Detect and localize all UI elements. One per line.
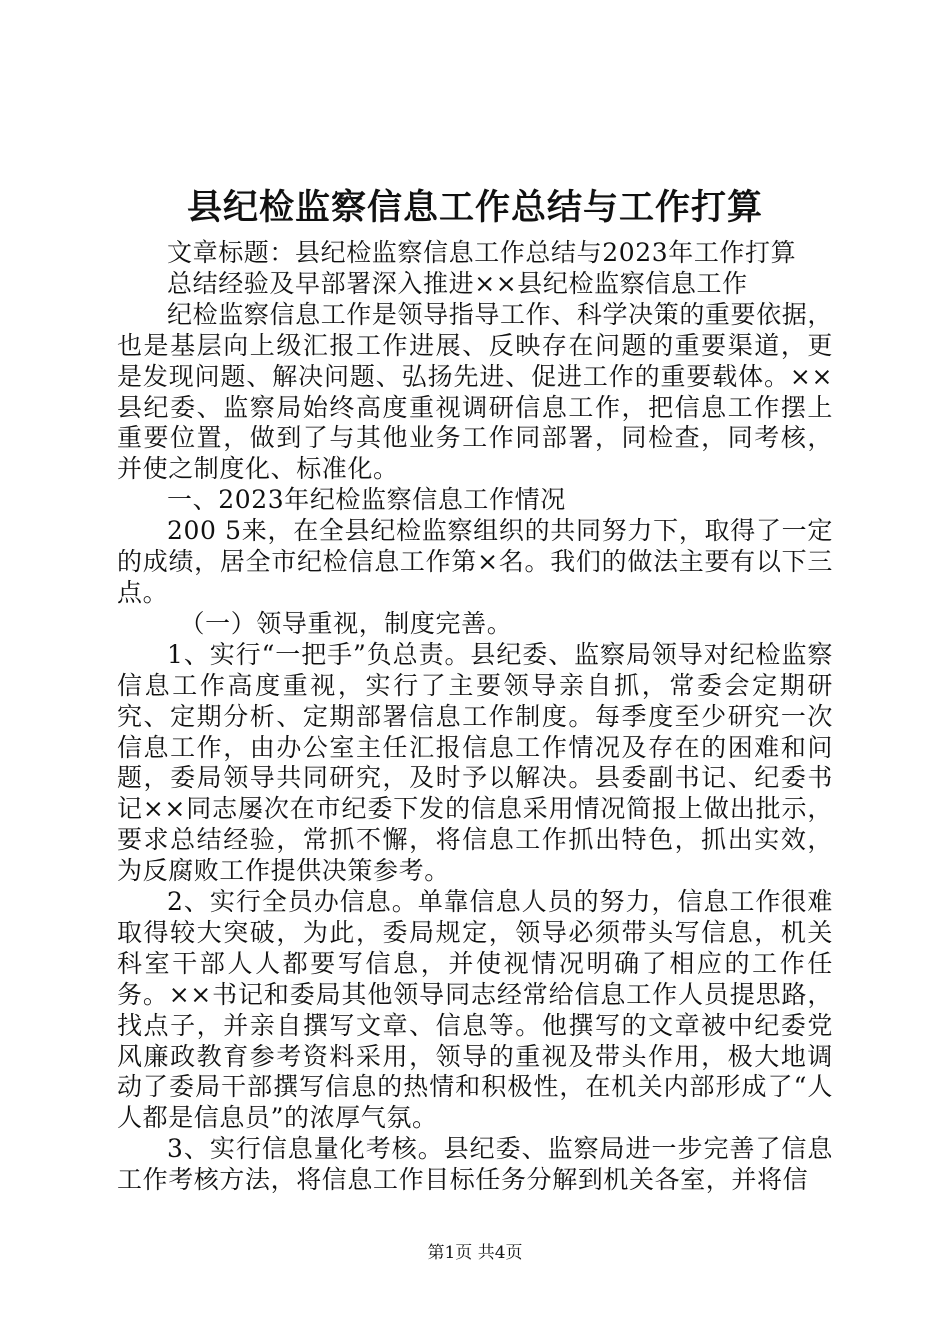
intro-paragraph: 纪检监察信息工作是领导指导工作、科学决策的重要依据，也是基层向上级汇报工作进展、反映存在问题的重要渠道，更是发现问题、解决问题、弘扬先进、促进工作的重要载体。××县纪委、监察局始终高度重视调研信息工作，把信息工作摆上重要位置，做到了与其他业务工作同部署，同检查，同考核，并使之制度化、标准化。 bbox=[117, 299, 833, 484]
item-3-paragraph: 3、实行信息量化考核。县纪委、监察局进一步完善了信息工作考核方法，将信息工作目标任务分解到机关各室，并将信 bbox=[117, 1134, 833, 1195]
document-title: 县纪检监察信息工作总结与工作打算 bbox=[186, 187, 763, 228]
section-heading-1: 一、2023年纪检监察信息工作情况 bbox=[167, 485, 566, 515]
subsection-heading-1: （一）领导重视，制度完善。 bbox=[179, 608, 513, 638]
article-title-line: 文章标题：县纪检监察信息工作总结与2023年工作打算 bbox=[167, 238, 797, 267]
section-1-intro-paragraph: 200 5来，在全县纪检监察组织的共同努力下，取得了一定的成绩，居全市纪检信息工作第×名。我们的做法主要有以下三点。 bbox=[117, 516, 833, 607]
item-1-paragraph: 1、实行“一把手”负总责。县纪委、监察局领导对纪检监察信息工作高度重视，实行了主要领导亲自抓，常委会定期研究、定期分析、定期部署信息工作制度。每季度至少研究一次信息工作，由办公室主任汇报信息工作情况及存在的困难和问题，委局领导共同研究，及时予以解决。县委副书记、纪委书记××同志屡次在市纪委下发的信息采用情况简报上做出批示，要求总结经验，常抓不懈，将信息工作抓出特色，抓出实效，为反腐败工作提供决策参考。 bbox=[117, 639, 833, 886]
subtitle-line: 总结经验及早部署深入推进××县纪检监察信息工作 bbox=[167, 268, 748, 298]
page-footer: 第1页 共4页 bbox=[427, 1243, 523, 1263]
item-2-paragraph: 2、实行全员办信息。单靠信息人员的努力，信息工作很难取得较大突破，为此，委局规定，领导必须带头写信息，机关科室干部人人都要写信息，并使视情况明确了相应的工作任务。××书记和委局其他领导同志经常给信息工作人员提思路，找点子，并亲自撰写文章、信息等。他撰写的文章被中纪委党风廉政教育参考资料采用，领导的重视及带头作用，极大地调动了委局干部撰写信息的热情和积极性，在机关内部形成了“人人都是信息员”的浓厚气氛。 bbox=[117, 887, 833, 1133]
document-body bbox=[117, 238, 833, 1196]
